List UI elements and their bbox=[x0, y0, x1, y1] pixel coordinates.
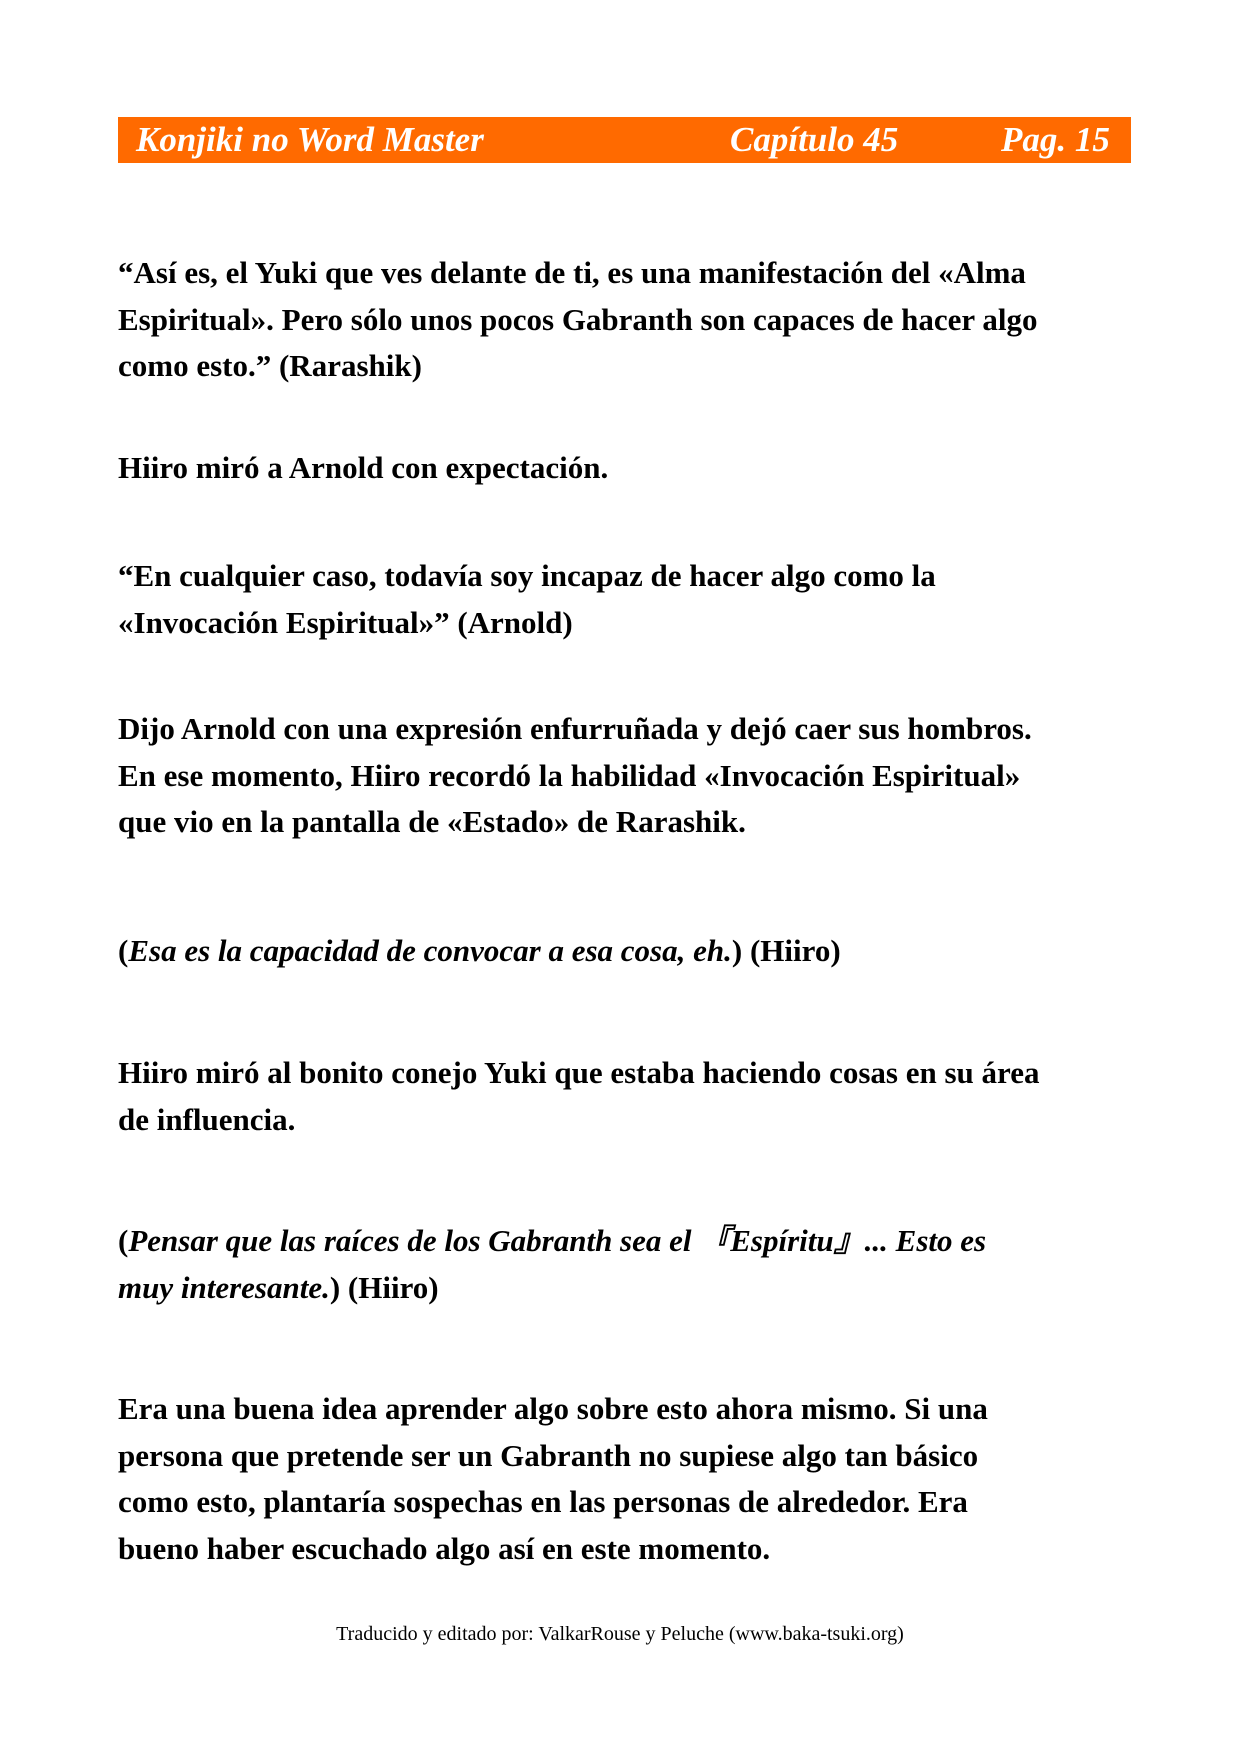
footer-credit: Traducido y editado por: ValkarRouse y Peluche (www.baka-tsuki.org) bbox=[336, 1623, 904, 1645]
book-title: Konjiki no Word Master bbox=[136, 120, 484, 159]
text-line: «Invocación Espiritual»” (Arnold) bbox=[118, 604, 573, 640]
paragraph-8 bbox=[118, 1386, 1138, 1572]
speaker-tag: (Hiiro) bbox=[749, 933, 841, 968]
text-line: que vio en la pantalla de «Estado» de Rarashik. bbox=[118, 804, 746, 839]
text-line: Espiritual». Pero sólo unos pocos Gabranth son capaces de hacer algo bbox=[118, 301, 1038, 337]
text-line: bueno haber escuchado algo así en este momento. bbox=[118, 1530, 771, 1566]
text-line: persona que pretende ser un Gabranth no supiese algo tan básico bbox=[118, 1437, 979, 1473]
text-line: (Esa es la capacidad de convocar a esa cosa, eh.) (Hiiro) bbox=[118, 933, 841, 968]
chapter-label: Capítulo 45 bbox=[730, 120, 899, 159]
text-line: Hiiro miró al bonito conejo Yuki que estaba haciendo cosas en su área bbox=[118, 1055, 1040, 1090]
header-bar bbox=[118, 117, 1131, 163]
text-line: “En cualquier caso, todavía soy incapaz de hacer algo como la bbox=[118, 558, 936, 593]
text-line: Dijo Arnold con una expresión enfurruñada y dejó caer sus hombros. bbox=[118, 711, 1032, 746]
paragraph-1 bbox=[118, 250, 1138, 390]
text-line: En ese momento, Hiiro recordó la habilidad «Invocación Espiritual» bbox=[118, 757, 1021, 793]
text-line: de influencia. bbox=[118, 1101, 296, 1137]
thought-text: Pensar que las raíces de los Gabranth sea el 『Espíritu』... Esto es bbox=[128, 1223, 987, 1258]
text-line: “Así es, el Yuki que ves delante de ti, es una manifestación del «Alma bbox=[118, 255, 1026, 290]
paragraph-5-thought bbox=[118, 928, 1138, 975]
text-line: como esto, plantaría sospechas en las personas de alrededor. Era bbox=[118, 1484, 968, 1519]
page-number: Pag. 15 bbox=[1001, 120, 1110, 159]
paragraph-4 bbox=[118, 706, 1138, 846]
paragraph-7-thought bbox=[118, 1218, 1138, 1311]
text-line: Era una buena idea aprender algo sobre esto ahora mismo. Si una bbox=[118, 1391, 988, 1426]
text-line: (Pensar que las raíces de los Gabranth sea el 『Espíritu』... Esto es bbox=[118, 1223, 987, 1258]
text-line: como esto.” (Rarashik) bbox=[118, 348, 422, 383]
paragraph-2 bbox=[118, 445, 1138, 492]
paragraph-6 bbox=[118, 1050, 1138, 1143]
text-line: muy interesante.) (Hiiro) bbox=[118, 1269, 439, 1305]
text-line: Hiiro miró a Arnold con expectación. bbox=[118, 450, 609, 485]
speaker-tag: (Hiiro) bbox=[347, 1269, 439, 1305]
thought-text: muy interesante. bbox=[118, 1269, 330, 1305]
paragraph-3 bbox=[118, 553, 1138, 646]
thought-text: Esa es la capacidad de convocar a esa cosa, eh. bbox=[128, 933, 732, 968]
